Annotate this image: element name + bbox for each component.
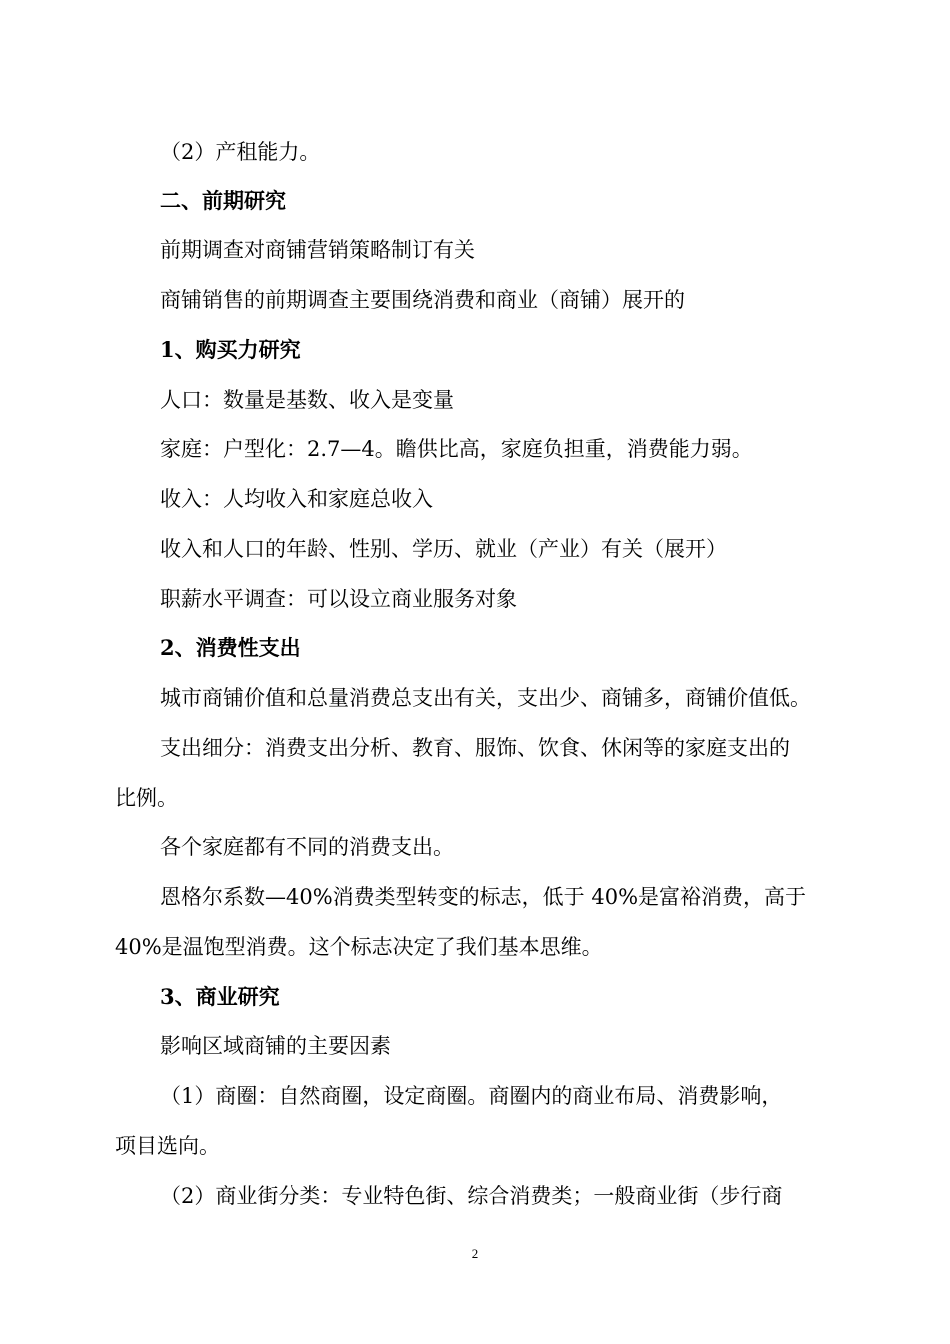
paragraph-line: 商铺销售的前期调查主要围绕消费和商业（商铺）展开的: [160, 288, 685, 312]
paragraph-line: 40%是温饱型消费。这个标志决定了我们基本思维。: [115, 935, 603, 959]
paragraph-line: 收入：人均收入和家庭总收入: [160, 487, 433, 511]
paragraph-line: 各个家庭都有不同的消费支出。: [160, 835, 454, 859]
paragraph-line: （2）商业街分类：专业特色街、综合消费类；一般商业街（步行商: [160, 1184, 783, 1208]
paragraph-line: 城市商铺价值和总量消费总支出有关，支出少、商铺多，商铺价值低。: [160, 686, 811, 710]
paragraph-line: 人口：数量是基数、收入是变量: [160, 388, 454, 412]
subsection-heading: 3、商业研究: [160, 984, 280, 1009]
section-heading: 二、前期研究: [160, 188, 286, 213]
subsection-heading: 1、购买力研究: [160, 337, 301, 362]
paragraph-line: （1）商圈：自然商圈，设定商圈。商圈内的商业布局、消费影响，: [160, 1084, 783, 1108]
paragraph-line: 收入和人口的年龄、性别、学历、就业（产业）有关（展开）: [160, 537, 727, 561]
paragraph-line: 比例。: [115, 786, 178, 810]
paragraph-line: 影响区域商铺的主要因素: [160, 1034, 391, 1058]
page-number: 2: [471, 1246, 479, 1261]
paragraph-line: 职薪水平调查：可以设立商业服务对象: [160, 587, 517, 611]
paragraph-line: 支出细分：消费支出分析、教育、服饰、饮食、休闲等的家庭支出的: [160, 736, 790, 760]
paragraph-line: 项目选向。: [115, 1134, 220, 1158]
paragraph-line: 家庭：户型化：2.7—4。瞻供比高，家庭负担重，消费能力弱。: [160, 437, 753, 461]
paragraph-line: 恩格尔系数—40%消费类型转变的标志，低于 40%是富裕消费，高于: [160, 885, 807, 909]
paragraph-line: 前期调查对商铺营销策略制订有关: [160, 238, 475, 262]
paragraph-line: （2）产租能力。: [160, 140, 321, 164]
subsection-heading: 2、消费性支出: [160, 635, 301, 660]
